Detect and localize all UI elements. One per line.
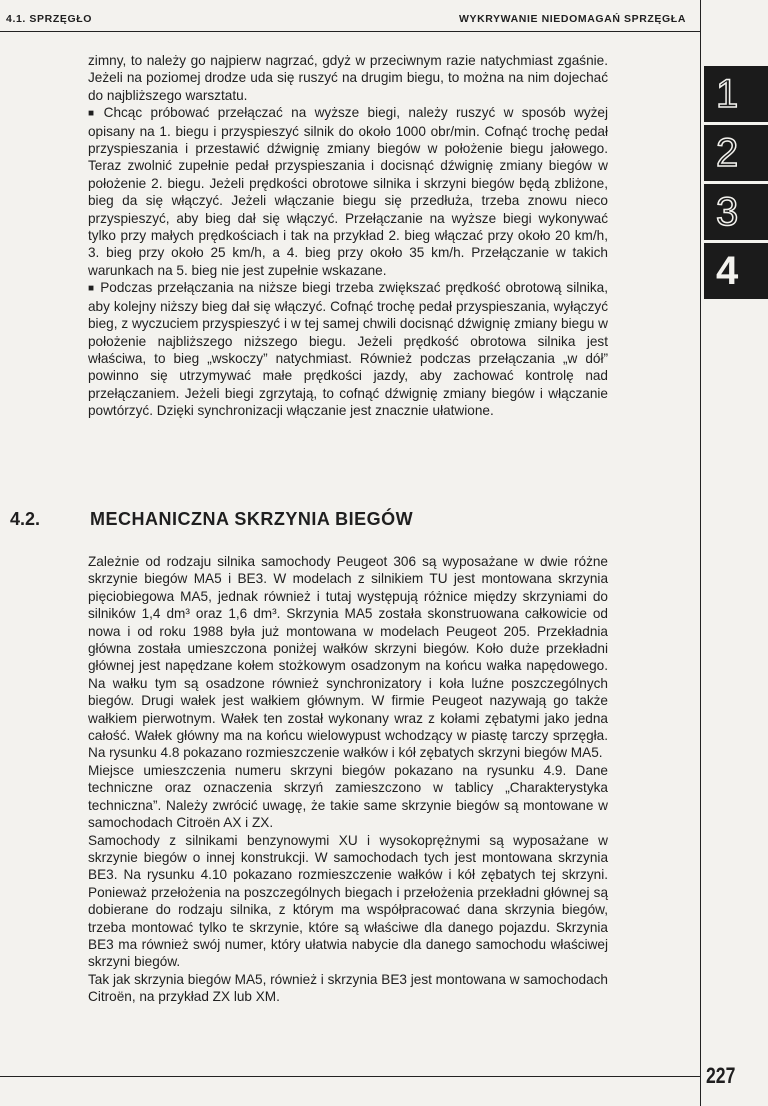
chapter-tab-2: 2 [704, 125, 768, 181]
gearbox-text-block [88, 553, 608, 1006]
paragraph: zimny, to należy go najpierw nagrzać, gdyż w przeciwnym razie natychmiast zgaśnie. Jeżeli na poziomej drodze uda się ruszyć na drugim biegu, to można na nim dojechać do najbliższego warsztatu. [88, 53, 608, 103]
bullet-paragraph: ■ Podczas przełączania na niższe biegi trzeba zwiększać prędkość obrotową silnika, aby kolejny niższy bieg dał się włączyć. Cofnąć trochę pedał przyspieszania, wyłączyć bieg, z wyczuciem przyspieszyć i w tej samej chwili docisnąć dźwignię zmiany biegu w położenie najbliższego niższego biegu. Jeżeli prędkość obrotowa silnika jest właściwa, to bieg „wskoczy” natychmiast. Również podczas przełączania „w dół” powinno się utrzymywać małe prędkości jazdy, aby zachować kontrolę nad przełączaniem. Jeżeli biegi zgrzytają, to cofnąć dźwignię zmiany biegów i włączanie powtórzyć. Dzięki synchronizacji włączanie jest znacznie ułatwione. [88, 280, 608, 419]
paragraph: Samochody z silnikami benzynowymi XU i wysokoprężnymi są wyposażane w skrzynie biegów o innej konstrukcji. W samochodach tych jest montowana skrzynia BE3. Na rysunku 4.10 pokazano rozmieszczenie wałków i kół zębatych tej skrzyni. Ponieważ przełożenia na poszczególnych biegach i przełożenia przekładni głównej są dobierane do rodzaju silnika, z którym ma współpracować dana skrzynia biegów, trzeba montować tylko te skrzynie, które są właściwe dla danego pojazdu. Skrzynia BE3 ma również swój numer, który ułatwia nabycie dla danego samochodu właściwej skrzyni biegów. [88, 832, 608, 970]
bullet-paragraph: ■ Chcąc próbować przełączać na wyższe biegi, należy ruszyć w sposób wyżej opisany na 1. biegu i przyspieszyć silnik do około 1000 obr/min. Cofnąć trochę pedał przyspieszania i przestawić dźwignię zmiany biegów w położenie biegu jałowego. Teraz zwolnić zupełnie pedał przyspieszania i docisnąć dźwignię zmiany biegów w położenie 2. biegu. Jeżeli prędkości obrotowe silnika i skrzyni biegów będą zbliżone, bieg da się włączyć. Jeżeli włączanie biegu się przedłuża, trzeba znowu nieco przyspieszyć, aby bieg dał się włączyć. Przełączanie na wyższe biegi wykonywać tylko przy małych prędkościach i tak na przykład 2. bieg włączać przy około 20 km/h, 3. bieg przy około 25 km/h, a 4. bieg przy około 35 km/h. Przełączanie w takich warunkach na 5. bieg nie jest zupełnie wskazane. [88, 105, 608, 278]
chapter-tab-1: 1 [704, 66, 768, 122]
paragraph: Tak jak skrzynia biegów MA5, również i skrzynia BE3 jest montowana w samochodach Citroën, na przykład ZX lub XM. [88, 971, 608, 1005]
header-rule [0, 31, 700, 32]
running-header-topic: WYKRYWANIE NIEDOMAGAŃ SPRZĘGŁA [458, 13, 686, 25]
section-title: MECHANICZNA SKRZYNIA BIEGÓW [90, 509, 414, 529]
clutch-text-block [88, 52, 608, 420]
paragraph: Zależnie od rodzaju silnika samochody Peugeot 306 są wyposażane w dwie różne skrzynie biegów MA5 i BE3. W modelach z silnikiem TU jest montowana skrzynia pięciobiegowa MA5, jednak również i tutaj występują różnice między skrzyniami do silników 1,4 dm³ oraz 1,6 dm³. Skrzynia MA5 została skonstruowana całkowicie od nowa i od roku 1988 była już montowana w modelach Peugeot 205. Przekładnia główna została umieszczona poniżej wałków skrzyni biegów. Koło duże przekładni głównej jest napędzane kołem stożkowym osadzonym na końcu wałka napędowego. Na wałku tym są osadzone również synchronizatory i koła luźne poszczególnych biegów. Drugi wałek jest wałkiem głównym. W firmie Peugeot nazywają go także wałkiem pierwotnym. Wałek ten został wykonany wraz z kołami zębatymi jako jedna całość. Wałek główny ma na końcu wielowypust wchodzący w piastę tarczy sprzęgła. Na rysunku 4.8 pokazano rozmieszczenie wałków i kół zębatych skrzyni biegów MA5. [88, 554, 608, 761]
chapter-tab-4-current: 4 [704, 243, 768, 299]
footer-rule [0, 1076, 700, 1077]
paragraph: Miejsce umieszczenia numeru skrzyni biegów pokazano na rysunku 4.9. Dane techniczne oraz oznaczenia skrzyń zamieszczono w tablicy „Charakterystyka techniczna”. Należy zwrócić uwagę, że takie same skrzynie biegów są montowane w samochodach Citroën AX i ZX. [88, 762, 608, 831]
chapter-tabs [704, 66, 768, 302]
bullet-icon: ■ [88, 283, 96, 295]
page-number: 227 [706, 1063, 736, 1088]
bullet-icon: ■ [88, 108, 99, 120]
chapter-tab-3: 3 [704, 184, 768, 240]
section-number: 4.2. [10, 509, 41, 529]
margin-rule [700, 0, 701, 1106]
running-header-chapter: 4.1. SPRZĘGŁO [6, 13, 92, 25]
